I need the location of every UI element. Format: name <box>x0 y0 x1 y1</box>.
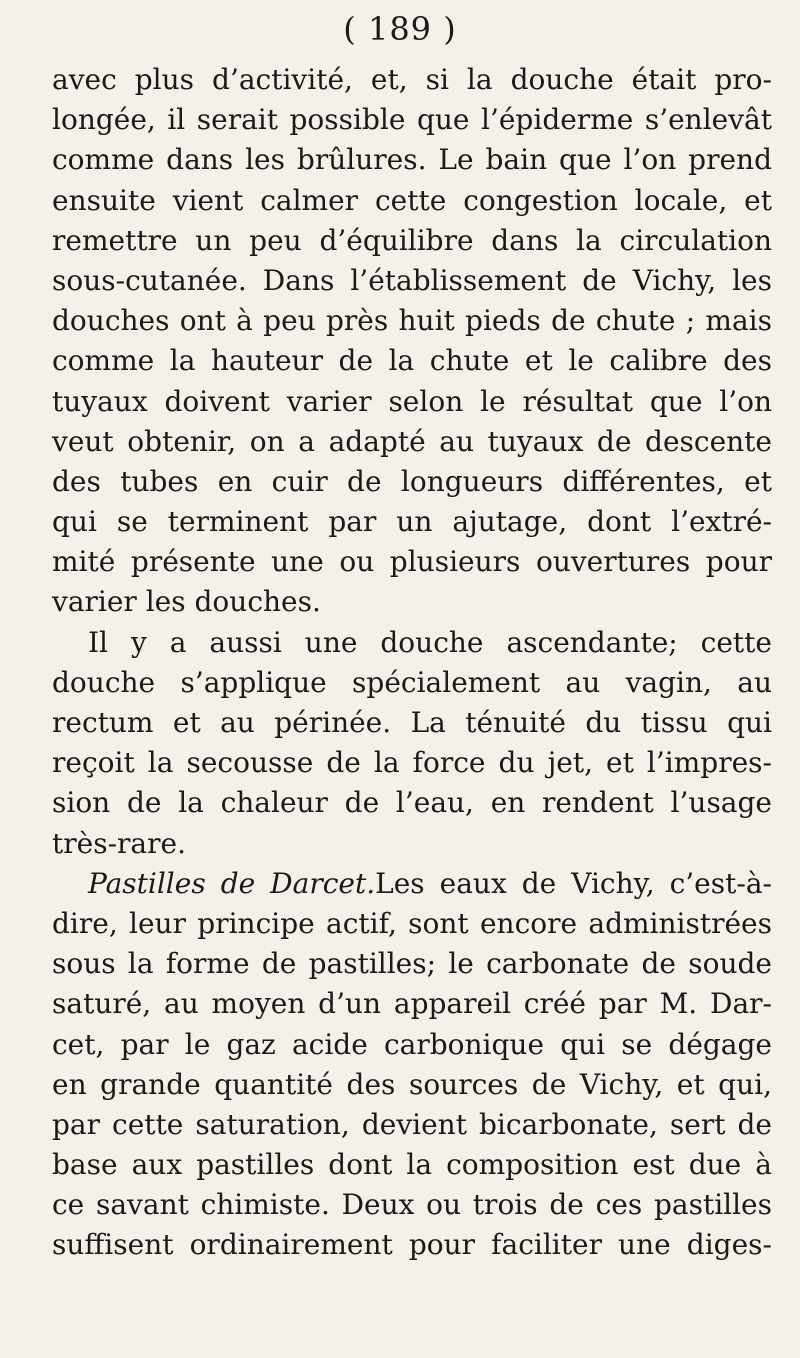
text-line: qui se terminent par un ajutage, dont l’extré- <box>52 505 772 539</box>
text-line: des tubes en cuir de longueurs différentes, et <box>52 464 772 498</box>
text-line: mité présente une ou plusieurs ouvertures pour <box>52 545 772 579</box>
text-line: sion de la chaleur de l’eau, en rendent l’usage <box>52 786 772 820</box>
text-line-pastilles-rest: Les eaux de Vichy, c’est-à- <box>375 866 772 900</box>
text-line: cet, par le gaz acide carbonique qui se dégage <box>52 1027 772 1061</box>
text-line: veut obtenir, on a adapté au tuyaux de descente <box>52 424 772 458</box>
text-line: rectum et au périnée. La ténuité du tissu qui <box>52 706 772 739</box>
text-line: saturé, au moyen d’un appareil créé par M. Dar- <box>52 987 772 1021</box>
text-line: en grande quantité des sources de Vichy, et qui, <box>52 1067 772 1101</box>
text-line: par cette saturation, devient bicarbonate, sert de <box>52 1107 772 1141</box>
section-heading-pastilles: Pastilles de Darcet. <box>88 866 376 900</box>
text-line: suffisent ordinairement pour faciliter une diges- <box>52 1228 772 1262</box>
text-line: base aux pastilles dont la composition est due à <box>52 1148 772 1182</box>
text-line: sous la forme de pastilles; le carbonate de soude <box>52 947 772 981</box>
text-line: comme dans les brûlures. Le bain que l’on prend <box>52 143 772 177</box>
text-line: reçoit la secousse de la force du jet, et l’impres- <box>52 746 772 780</box>
text-line: ensuite vient calmer cette congestion locale, et <box>52 183 772 217</box>
text-line: tuyaux doivent varier selon le résultat que l’on <box>52 384 772 418</box>
page-number: ( 189 ) <box>343 10 457 48</box>
text-line: comme la hauteur de la chute et le calibre des <box>52 344 772 378</box>
body-text <box>52 60 772 1266</box>
text-line-pastilles <box>52 864 772 904</box>
text-line: Il y a aussi une douche ascendante; cette <box>88 625 772 659</box>
text-line: douches ont à peu près huit pieds de chute ; mais <box>52 304 772 338</box>
text-line: sous-cutanée. Dans l’établissement de Vichy, les <box>52 263 772 297</box>
text-line: avec plus d’activité, et, si la douche était pro- <box>52 63 772 96</box>
text-line: douche s’applique spécialement au vagin, au <box>52 665 772 699</box>
text-line: très-rare. <box>52 826 186 860</box>
text-line: ce savant chimiste. Deux ou trois de ces pastilles <box>52 1188 772 1222</box>
text-line: longée, il serait possible que l’épiderme s’enlevât <box>52 103 772 137</box>
text-line: varier les douches. <box>52 585 321 619</box>
text-line: remettre un peu d’équilibre dans la circulation <box>52 223 772 257</box>
text-line: dire, leur principe actif, sont encore administrées <box>52 906 772 940</box>
